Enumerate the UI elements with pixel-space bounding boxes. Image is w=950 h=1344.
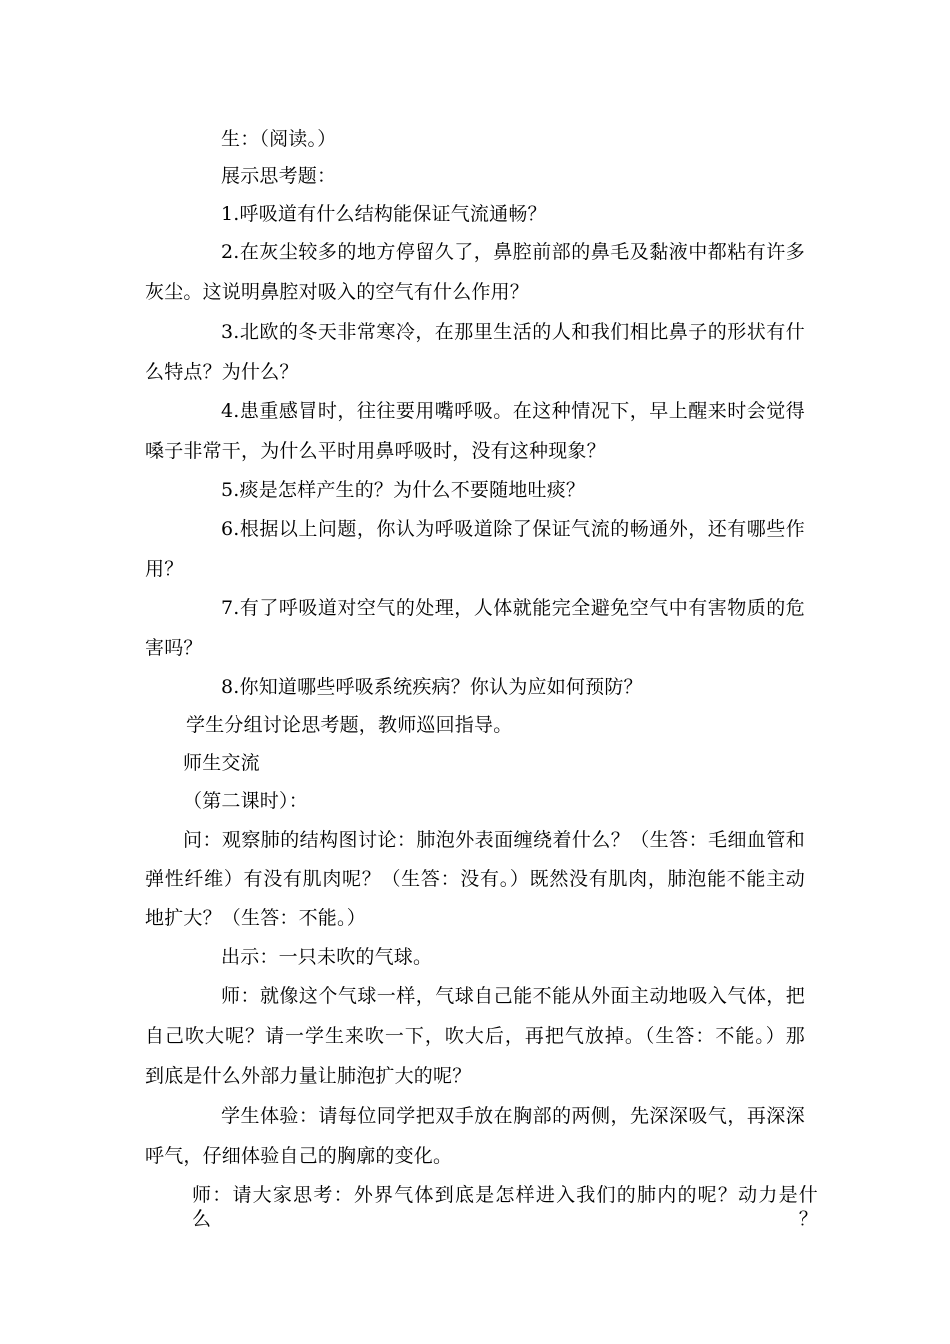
text-line: 1.呼吸道有什么结构能保证气流通畅？: [221, 203, 547, 225]
text-line: 师：就像这个气球一样，气球自己能不能从外面主动地吸入气体，把: [221, 985, 805, 1007]
text-line: 问：观察肺的结构图讨论：肺泡外表面缠绕着什么？（生答：毛细血管和: [183, 829, 805, 851]
text-line: 7.有了呼吸道对空气的处理，人体就能完全避免空气中有害物质的危: [221, 597, 805, 619]
text-line: 2.在灰尘较多的地方停留久了，鼻腔前部的鼻毛及黏液中都粘有许多: [221, 241, 805, 263]
text-line: 学生分组讨论思考题，教师巡回指导。: [186, 714, 513, 736]
text-line: 5.痰是怎样产生的？为什么不要随地吐痰？: [221, 479, 586, 501]
text-line: 到底是什么外部力量让肺泡扩大的呢？: [145, 1065, 472, 1087]
text-line: 嗓子非常干，为什么平时用鼻呼吸时，没有这种现象？: [145, 440, 606, 462]
text-line: 么特点？为什么？: [145, 361, 299, 383]
text-line: 6.根据以上问题，你认为呼吸道除了保证气流的畅通外，还有哪些作: [221, 518, 805, 540]
text-line: 灰尘。这说明鼻腔对吸入的空气有什么作用？: [145, 281, 530, 303]
text-line: 弹性纤维）有没有肌肉呢？（生答：没有。）既然没有肌肉，肺泡能不能主动: [145, 868, 805, 890]
text-line: （第二课时）：: [183, 790, 308, 812]
text-line: 呼气，仔细体验自己的胸廓的变化。: [145, 1145, 453, 1167]
text-line: 3.北欧的冬天非常寒冷，在那里生活的人和我们相比鼻子的形状有什: [221, 321, 805, 343]
text-line: 用？: [145, 558, 184, 580]
text-line: 出示：一只未吹的气球。: [221, 946, 433, 968]
text-line: 8.你知道哪些呼吸系统疾病？你认为应如何预防？: [221, 676, 643, 698]
text-line: 生：（阅读。）: [221, 128, 337, 150]
text-line: 害吗？: [145, 637, 203, 659]
text-line: 4.患重感冒时，往往要用嘴呼吸。在这种情况下，早上醒来时会觉得: [221, 400, 805, 422]
text-line: 师：请大家思考：外界气体到底是怎样进入我们的肺内的呢？动力是什么？: [192, 1184, 818, 1230]
text-line: 地扩大？（生答：不能。）: [145, 907, 366, 929]
text-line: 学生体验：请每位同学把双手放在胸部的两侧，先深深吸气，再深深: [221, 1105, 805, 1127]
text-line: 自己吹大呢？请一学生来吹一下，吹大后，再把气放掉。（生答：不能。）那: [145, 1025, 805, 1047]
text-line: 展示思考题：: [221, 165, 337, 187]
text-line: 师生交流: [183, 752, 260, 774]
